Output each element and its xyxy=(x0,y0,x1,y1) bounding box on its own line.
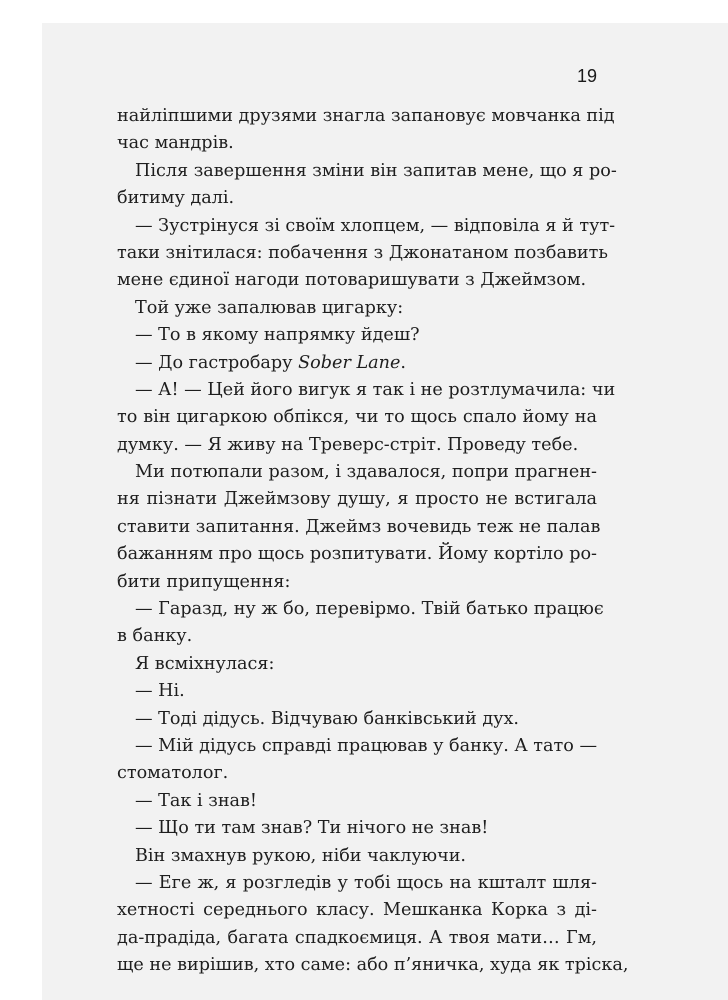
text-line: час мандрів. xyxy=(117,133,234,154)
text-line: да-прадіда, багата спадкоємиця. А твоя мати… Гм, xyxy=(117,927,597,948)
text-line: стоматолог. xyxy=(117,763,229,784)
text-line xyxy=(117,350,597,377)
text-line: — Що ти там знав? Ти нічого не знав! xyxy=(135,818,489,839)
text-line: — Так і знав! xyxy=(135,790,258,811)
text-line: Після завершення зміни він запитав мене, що я ро- xyxy=(135,160,617,181)
text-line: — То в якому напрямку йдеш? xyxy=(135,325,420,346)
text-line: — Гаразд, ну ж бо, перевірмо. Твій батько працює xyxy=(135,599,604,620)
page-number: 19 xyxy=(576,66,597,86)
text-line: найліпшими друзями знагла запановує мовчанка під xyxy=(117,106,615,126)
text-line: бити припущення: xyxy=(117,571,291,592)
italic-text: Sober Lane xyxy=(298,352,401,373)
text-line: ще не вирішив, хто саме: або п’яничка, худа як тріска, xyxy=(117,955,629,976)
text-line: — Тоді дідусь. Відчуваю банківський дух. xyxy=(135,708,520,729)
text-line: Він змахнув рукою, ніби чаклуючи. xyxy=(135,845,467,866)
text-line: Я всміхнулася: xyxy=(135,653,275,674)
text-segment: — До гастробару xyxy=(135,352,299,373)
text-line: таки знітилася: побачення з Джонатаном позбавить xyxy=(117,242,608,263)
text-line: Той уже запалював цигарку: xyxy=(135,297,404,318)
text-line: мене єдиної нагоди потоваришувати з Джеймзом. xyxy=(117,270,587,291)
text-line: битиму далі. xyxy=(117,188,235,209)
text-line: — А! — Цей його вигук я так і не розтлумачила: чи xyxy=(135,379,616,400)
text-line: — Зустрінуся зі своїм хлопцем, — відповіла я й тут- xyxy=(135,215,616,236)
text-line: бажанням про щось розпитувати. Йому кортіло ро- xyxy=(117,544,597,565)
text-line: хетності середнього класу. Мешканка Корка з ді- xyxy=(117,900,597,921)
text-line: ня пізнати Джеймзову душу, я просто не встигала xyxy=(117,489,597,510)
text-segment: . xyxy=(400,352,406,373)
text-line: думку. — Я живу на Треверс-стріт. Проведу тебе. xyxy=(117,434,579,455)
text-line: — Еге ж, я розгледів у тобі щось на кшталт шля- xyxy=(135,872,597,893)
text-line: в банку. xyxy=(117,626,193,647)
text-line: Ми потюпали разом, і здавалося, попри прагнен- xyxy=(135,462,597,483)
text-line: ставити запитання. Джеймз вочевидь теж не палав xyxy=(117,516,601,537)
text-line: — Мій дідусь справді працював у банку. А тато — xyxy=(135,735,598,756)
body-text xyxy=(117,103,629,980)
text-line: — Ні. xyxy=(135,681,185,702)
text-line: то він цигаркою обпікся, чи то щось спало йому на xyxy=(117,407,597,428)
